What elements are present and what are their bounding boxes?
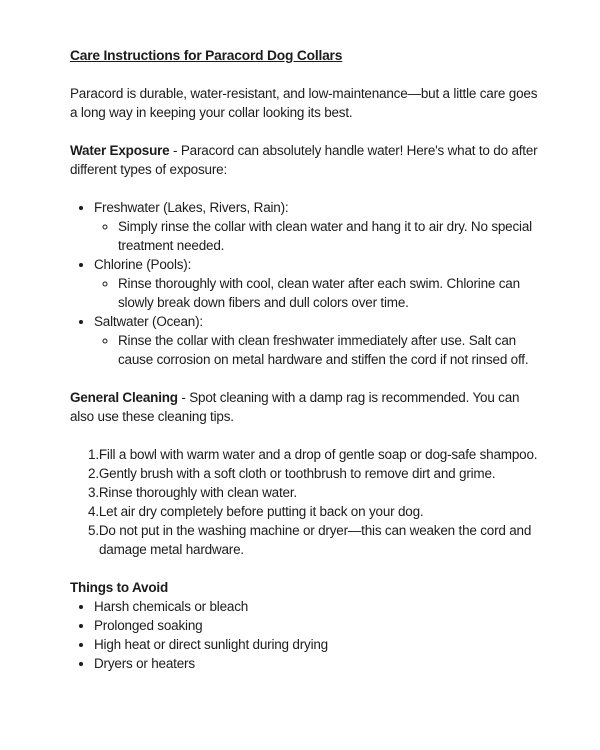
cleaning-step-item: Gently brush with a soft cloth or toothbrush to remove dirt and grime. [98,466,496,481]
water-exposure-sub-list [94,274,544,312]
cleaning-steps-list [70,445,544,559]
document-title: Care Instructions for Paracord Dog Collars [70,48,343,63]
water-exposure-sub-item: ◦ Rinse thoroughly with cool, clean water after each swim. Chlorine can slowly break down fibers and dull colors over time. [118,274,544,312]
things-to-avoid-list [70,597,544,673]
cleaning-step-item: Let air dry completely before putting it back on your dog. [98,504,424,519]
general-cleaning-heading: General Cleaning [70,390,178,405]
cleaning-step-item: Rinse thoroughly with clean water. [98,485,297,500]
document-body [70,46,544,673]
water-exposure-paragraph [70,141,544,179]
water-exposure-item [94,198,544,255]
intro-paragraph: Paracord is durable, water-resistant, and low-maintenance—but a little care goes a long way in keeping your collar looking its best. [70,86,538,120]
things-to-avoid-item: • Harsh chemicals or bleach [94,597,544,616]
things-to-avoid-heading: Things to Avoid [70,580,168,595]
cleaning-step-item: Fill a bowl with warm water and a drop of gentle soap or dog-safe shampoo. [98,447,538,462]
general-cleaning-paragraph [70,388,544,426]
water-exposure-item-label: Freshwater (Lakes, Rivers, Rain): [94,200,289,215]
water-exposure-sub-list [94,331,544,369]
water-exposure-item-label: Saltwater (Ocean): [94,314,203,329]
water-exposure-item-label: Chlorine (Pools): [94,257,192,272]
water-exposure-sub-list [94,217,544,255]
things-to-avoid-item: • Prolonged soaking [94,616,544,635]
water-exposure-sub-item: ◦ Simply rinse the collar with clean water and hang it to air dry. No special treatment needed. [118,217,544,255]
water-exposure-item [94,312,544,369]
water-exposure-list [70,198,544,369]
things-to-avoid-item: • Dryers or heaters [94,654,544,673]
cleaning-step-item: Do not put in the washing machine or dryer—this can weaken the cord and damage metal hardware. [98,523,532,557]
water-exposure-heading: Water Exposure [70,143,170,158]
water-exposure-text: - Paracord can absolutely handle water! Here's what to do after different types of exposure: [70,143,538,177]
things-to-avoid-item: • High heat or direct sunlight during drying [94,635,544,654]
water-exposure-item [94,255,544,312]
general-cleaning-text: - Spot cleaning with a damp rag is recommended. You can also use these cleaning tips. [70,390,520,424]
water-exposure-sub-item: ◦ Rinse the collar with clean freshwater immediately after use. Salt can cause corrosion on metal hardware and stiffen the cord if not rinsed off. [118,331,544,369]
